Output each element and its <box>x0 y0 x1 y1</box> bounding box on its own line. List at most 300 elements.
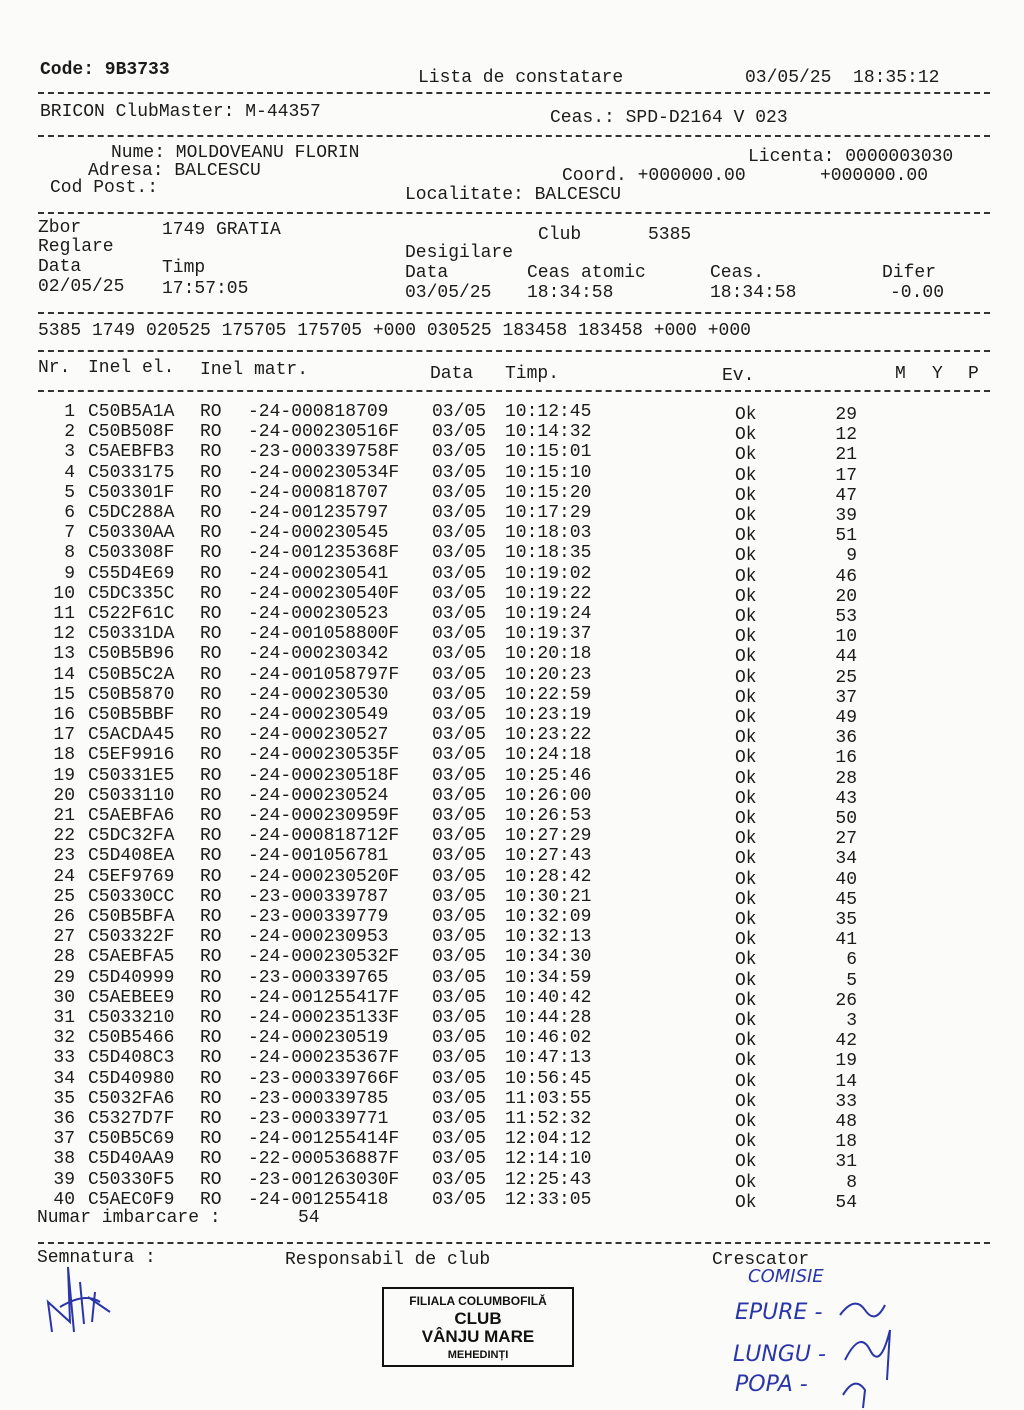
row-data: 03/05 <box>432 1109 487 1129</box>
row-data: 03/05 <box>432 1129 487 1150</box>
row-timp: 10:28:42 <box>505 866 592 887</box>
row-ev: Ok <box>735 849 757 870</box>
row-data: 03/05 <box>432 644 487 665</box>
col-inel-el: Inel el. <box>88 358 175 378</box>
row-timp: 10:20:23 <box>505 664 592 685</box>
row-m: 14 <box>835 1071 857 1092</box>
row-country: RO <box>200 664 222 685</box>
row-country: RO <box>200 563 222 584</box>
row-ev: Ok <box>735 990 757 1011</box>
row-timp: 10:23:22 <box>505 725 592 746</box>
row-inel-el: C5D40AA9 <box>88 1149 175 1170</box>
owner-name: Nume: MOLDOVEANU FLORIN <box>111 143 360 163</box>
row-inel-matr: -24-000230523 <box>248 604 389 624</box>
row-nr: 33 <box>53 1048 75 1069</box>
row-country: RO <box>200 523 222 544</box>
row-country: RO <box>200 1169 222 1190</box>
divider <box>38 135 990 137</box>
table-row <box>0 886 1024 910</box>
handwritten-commission: COMISIE <box>748 1266 824 1287</box>
row-country: RO <box>200 705 222 725</box>
row-inel-el: C5033210 <box>88 1008 175 1028</box>
row-inel-el: C50331E5 <box>88 765 175 786</box>
row-timp: 10:26:53 <box>505 806 592 826</box>
row-ev: Ok <box>735 1071 757 1092</box>
row-nr: 10 <box>53 583 75 604</box>
row-nr: 39 <box>53 1169 75 1190</box>
row-inel-el: C5EF9769 <box>88 866 175 887</box>
row-m: 51 <box>835 526 857 547</box>
row-data: 03/05 <box>432 705 487 725</box>
row-inel-el: C5D408EA <box>88 846 175 867</box>
row-nr: 35 <box>53 1088 75 1109</box>
row-inel-el: C50330CC <box>88 886 175 907</box>
row-ev: Ok <box>735 1192 757 1213</box>
row-ev: Ok <box>735 607 757 627</box>
row-nr: 7 <box>64 523 75 544</box>
divider <box>38 390 990 392</box>
row-timp: 10:22:59 <box>505 684 592 705</box>
row-inel-matr: -24-001056781 <box>248 846 389 867</box>
row-country: RO <box>200 725 222 746</box>
row-inel-matr: -24-001058800F <box>248 624 400 645</box>
row-country: RO <box>200 1028 222 1049</box>
row-timp: 11:03:55 <box>505 1088 592 1109</box>
row-timp: 12:04:12 <box>505 1129 592 1150</box>
row-ev: Ok <box>735 829 757 850</box>
row-inel-el: C50330F5 <box>88 1169 175 1190</box>
row-nr: 22 <box>53 826 75 847</box>
row-country: RO <box>200 947 222 968</box>
row-ev: Ok <box>735 930 757 951</box>
row-timp: 12:25:43 <box>505 1169 592 1190</box>
row-inel-matr: -23-000339771 <box>248 1109 389 1129</box>
coordinates-2: +000000.00 <box>820 166 929 186</box>
row-inel-matr: -24-000230516F <box>248 422 400 443</box>
row-m: 42 <box>835 1031 857 1052</box>
row-nr: 15 <box>53 684 75 705</box>
row-inel-matr: -24-000230530 <box>248 684 389 705</box>
row-ev: Ok <box>735 566 757 587</box>
row-country: RO <box>200 482 222 503</box>
row-m: 6 <box>846 950 857 971</box>
row-timp: 10:19:22 <box>505 583 592 604</box>
row-m: 17 <box>835 465 857 486</box>
row-nr: 28 <box>53 947 75 968</box>
row-inel-el: C5ACDA45 <box>88 725 175 746</box>
row-country: RO <box>200 765 222 786</box>
divider <box>38 1242 990 1244</box>
row-ev: Ok <box>735 970 757 991</box>
clubmaster: BRICON ClubMaster: M-44357 <box>40 102 321 122</box>
row-m: 48 <box>835 1112 857 1132</box>
row-inel-matr: -22-000536887F <box>248 1149 400 1170</box>
table-row <box>0 624 1024 648</box>
clock-id: Ceas.: SPD-D2164 V 023 <box>550 108 788 128</box>
club-label: Club <box>538 225 582 245</box>
row-ev: Ok <box>735 1112 757 1132</box>
table-row <box>0 503 1024 526</box>
row-inel-matr: -23-000339779 <box>248 907 389 927</box>
boarding-count-label: Numar imbarcare : <box>37 1208 221 1228</box>
row-ev: Ok <box>735 526 757 547</box>
row-inel-matr: -24-001255417F <box>248 987 400 1008</box>
row-ev: Ok <box>735 869 757 890</box>
row-nr: 30 <box>53 987 75 1008</box>
row-inel-matr: -23-000339758F <box>248 442 400 463</box>
row-m: 31 <box>835 1152 857 1173</box>
row-inel-el: C50B5BFA <box>88 907 175 927</box>
row-country: RO <box>200 684 222 705</box>
row-data: 03/05 <box>432 1008 487 1028</box>
row-country: RO <box>200 745 222 766</box>
row-timp: 10:26:00 <box>505 785 592 806</box>
row-m: 50 <box>835 809 857 829</box>
row-inel-el: C5AEBFB3 <box>88 442 175 463</box>
table-row <box>0 523 1024 547</box>
row-timp: 10:19:24 <box>505 604 592 624</box>
row-data: 03/05 <box>432 947 487 968</box>
row-inel-el: C5EF9916 <box>88 745 175 766</box>
row-ev: Ok <box>735 1051 757 1072</box>
row-country: RO <box>200 987 222 1008</box>
row-inel-el: C5D408C3 <box>88 1048 175 1069</box>
row-m: 33 <box>835 1091 857 1112</box>
row-inel-matr: -24-000230535F <box>248 745 400 766</box>
row-m: 20 <box>835 586 857 607</box>
row-timp: 10:15:10 <box>505 462 592 483</box>
row-m: 9 <box>846 546 857 567</box>
stamp-line: FILIALA COLUMBOFILĂ <box>409 1294 547 1308</box>
row-inel-el: C5327D7F <box>88 1109 175 1129</box>
club-stamp <box>382 1287 574 1367</box>
setting-label: Reglare <box>38 237 114 257</box>
unsealing-date: 03/05/25 <box>405 283 492 303</box>
row-inel-matr: -23-000339785 <box>248 1088 389 1109</box>
table-row <box>0 583 1024 607</box>
row-inel-matr: -23-000339766F <box>248 1068 400 1089</box>
divider <box>38 212 990 214</box>
row-m: 53 <box>835 607 857 627</box>
row-m: 5 <box>846 970 857 991</box>
row-inel-matr: -24-000230519 <box>248 1028 389 1049</box>
row-inel-matr: -24-000230540F <box>248 583 400 604</box>
col-y: Y <box>932 364 943 384</box>
row-data: 03/05 <box>432 503 487 523</box>
row-nr: 27 <box>53 927 75 948</box>
row-m: 47 <box>835 485 857 506</box>
row-nr: 9 <box>64 563 75 584</box>
row-data: 03/05 <box>432 846 487 867</box>
row-inel-el: C50331DA <box>88 624 175 645</box>
row-inel-matr: -23-000339765 <box>248 967 389 988</box>
row-inel-matr: -24-000230524 <box>248 785 389 806</box>
row-m: 10 <box>835 627 857 648</box>
row-country: RO <box>200 886 222 907</box>
row-nr: 4 <box>64 462 75 483</box>
row-data: 03/05 <box>432 402 487 422</box>
row-m: 12 <box>835 425 857 446</box>
row-inel-el: C50B5A1A <box>88 402 175 422</box>
row-m: 43 <box>835 788 857 809</box>
row-inel-matr: -24-000230549 <box>248 705 389 725</box>
row-inel-el: C5AEBFA5 <box>88 947 175 968</box>
row-inel-matr: -24-001235368F <box>248 543 400 564</box>
row-inel-el: C50B5BBF <box>88 705 175 725</box>
divider <box>38 92 990 94</box>
row-country: RO <box>200 462 222 483</box>
row-inel-matr: -24-000230541 <box>248 563 389 584</box>
row-nr: 29 <box>53 967 75 988</box>
row-ev: Ok <box>735 728 757 749</box>
row-ev: Ok <box>735 1011 757 1031</box>
row-inel-matr: -24-000235367F <box>248 1048 400 1069</box>
row-inel-el: C503322F <box>88 927 175 948</box>
row-data: 03/05 <box>432 1169 487 1190</box>
row-inel-matr: -24-000230545 <box>248 523 389 544</box>
table-row <box>0 1109 1024 1132</box>
table-row <box>0 1149 1024 1173</box>
handwritten-name: LUNGU - <box>733 1342 826 1367</box>
row-timp: 10:18:03 <box>505 523 592 544</box>
row-timp: 10:34:30 <box>505 947 592 968</box>
row-timp: 10:32:13 <box>505 927 592 948</box>
row-timp: 10:19:37 <box>505 624 592 645</box>
row-data: 03/05 <box>432 745 487 766</box>
table-row <box>0 907 1024 930</box>
row-nr: 17 <box>53 725 75 746</box>
locality: Localitate: BALCESCU <box>405 185 622 205</box>
row-inel-el: C5D40980 <box>88 1068 175 1089</box>
row-timp: 10:25:46 <box>505 765 592 786</box>
row-inel-el: C55D4E69 <box>88 563 175 584</box>
table-row <box>0 1008 1024 1031</box>
row-m: 29 <box>835 405 857 425</box>
row-timp: 10:27:29 <box>505 826 592 847</box>
col-nr: Nr. <box>38 358 71 378</box>
row-nr: 34 <box>53 1068 75 1089</box>
row-ev: Ok <box>735 465 757 486</box>
row-inel-matr: -24-001255418 <box>248 1189 389 1210</box>
row-inel-matr: -24-000230953 <box>248 927 389 948</box>
row-ev: Ok <box>735 546 757 567</box>
row-inel-el: C50330AA <box>88 523 175 544</box>
table-row <box>0 604 1024 627</box>
row-data: 03/05 <box>432 462 487 483</box>
code-line: 5385 1749 020525 175705 175705 +000 030525 183458 183458 +000 +000 <box>38 321 751 341</box>
table-row <box>0 826 1024 850</box>
row-nr: 2 <box>64 422 75 443</box>
setting-date: 02/05/25 <box>38 277 125 297</box>
table-row <box>0 987 1024 1011</box>
table-row <box>0 1068 1024 1092</box>
row-inel-matr: -24-000818712F <box>248 826 400 847</box>
row-country: RO <box>200 866 222 887</box>
row-timp: 10:34:59 <box>505 967 592 988</box>
row-country: RO <box>200 907 222 927</box>
row-country: RO <box>200 583 222 604</box>
row-data: 03/05 <box>432 664 487 685</box>
flight-label: Zbor <box>38 218 82 238</box>
row-m: 36 <box>835 728 857 749</box>
row-data: 03/05 <box>432 604 487 624</box>
report-title: Lista de constatare <box>418 68 624 88</box>
row-ev: Ok <box>735 768 757 789</box>
table-row <box>0 927 1024 951</box>
row-inel-matr: -24-000230342 <box>248 644 389 665</box>
row-data: 03/05 <box>432 785 487 806</box>
row-m: 3 <box>846 1011 857 1031</box>
col-timp: Timp. <box>505 364 560 384</box>
col-p: P <box>968 364 979 384</box>
row-timp: 10:18:35 <box>505 543 592 564</box>
row-data: 03/05 <box>432 543 487 564</box>
row-inel-matr: -23-001263030F <box>248 1169 400 1190</box>
row-inel-matr: -24-000230532F <box>248 947 400 968</box>
table-row <box>0 806 1024 829</box>
row-ev: Ok <box>735 506 757 526</box>
row-country: RO <box>200 785 222 806</box>
col-data: Data <box>430 364 474 384</box>
row-ev: Ok <box>735 910 757 930</box>
signature-icon <box>40 1262 120 1342</box>
row-data: 03/05 <box>432 684 487 705</box>
row-m: 41 <box>835 930 857 951</box>
row-country: RO <box>200 543 222 564</box>
table-row <box>0 967 1024 991</box>
row-inel-el: C5032FA6 <box>88 1088 175 1109</box>
coordinates: Coord. +000000.00 <box>562 166 746 186</box>
row-data: 03/05 <box>432 886 487 907</box>
stamp-line: MEHEDINȚI <box>447 1349 509 1361</box>
row-nr: 40 <box>53 1189 75 1210</box>
row-timp: 10:24:18 <box>505 745 592 766</box>
table-row <box>0 1129 1024 1153</box>
col-m: M <box>895 364 906 384</box>
row-inel-el: C503308F <box>88 543 175 564</box>
row-ev: Ok <box>735 1152 757 1173</box>
row-country: RO <box>200 846 222 867</box>
row-inel-el: C5AEBFA6 <box>88 806 175 826</box>
row-m: 37 <box>835 687 857 708</box>
row-nr: 36 <box>53 1109 75 1129</box>
row-inel-el: C522F61C <box>88 604 175 624</box>
row-ev: Ok <box>735 586 757 607</box>
club-value: 5385 <box>648 225 692 245</box>
club-responsible-label: Responsabil de club <box>285 1250 491 1270</box>
row-m: 16 <box>835 748 857 769</box>
table-row <box>0 1048 1024 1072</box>
row-m: 39 <box>835 506 857 526</box>
row-country: RO <box>200 422 222 443</box>
row-country: RO <box>200 442 222 463</box>
row-nr: 26 <box>53 907 75 927</box>
table-row <box>0 1088 1024 1112</box>
unsealing-label: Desigilare <box>405 243 514 263</box>
row-nr: 23 <box>53 846 75 867</box>
row-ev: Ok <box>735 889 757 910</box>
row-ev: Ok <box>735 708 757 728</box>
row-m: 18 <box>835 1132 857 1153</box>
report-datetime: 03/05/25 18:35:12 <box>745 68 940 88</box>
row-inel-matr: -24-000818709 <box>248 402 389 422</box>
table-row <box>0 866 1024 890</box>
row-timp: 10:44:28 <box>505 1008 592 1028</box>
row-m: 44 <box>835 647 857 668</box>
row-ev: Ok <box>735 748 757 769</box>
row-data: 03/05 <box>432 866 487 887</box>
row-m: 27 <box>835 829 857 850</box>
row-m: 45 <box>835 889 857 910</box>
row-data: 03/05 <box>432 826 487 847</box>
row-nr: 21 <box>53 806 75 826</box>
row-data: 03/05 <box>432 927 487 948</box>
row-ev: Ok <box>735 1031 757 1052</box>
row-nr: 31 <box>53 1008 75 1028</box>
row-timp: 10:23:19 <box>505 705 592 725</box>
row-m: 8 <box>846 1172 857 1193</box>
row-ev: Ok <box>735 1091 757 1112</box>
row-inel-matr: -24-000230959F <box>248 806 400 826</box>
col-ev: Ev. <box>722 366 755 386</box>
row-inel-matr: -24-000235133F <box>248 1008 400 1028</box>
row-nr: 14 <box>53 664 75 685</box>
row-nr: 1 <box>64 402 75 422</box>
row-timp: 10:46:02 <box>505 1028 592 1049</box>
table-row <box>0 543 1024 567</box>
stamp-line: CLUB <box>454 1309 502 1328</box>
row-ev: Ok <box>735 809 757 829</box>
table-row <box>0 402 1024 425</box>
row-m: 40 <box>835 869 857 890</box>
row-ev: Ok <box>735 950 757 971</box>
row-ev: Ok <box>735 445 757 466</box>
row-inel-matr: -24-000230534F <box>248 462 400 483</box>
row-country: RO <box>200 503 222 523</box>
clock-time: 18:34:58 <box>710 283 797 303</box>
row-inel-el: C5DC288A <box>88 503 175 523</box>
table-row <box>0 745 1024 769</box>
row-inel-el: C503301F <box>88 482 175 503</box>
row-nr: 11 <box>53 604 75 624</box>
row-country: RO <box>200 402 222 422</box>
flight-value: 1749 GRATIA <box>162 220 281 240</box>
row-nr: 16 <box>53 705 75 725</box>
row-inel-el: C5DC335C <box>88 583 175 604</box>
row-m: 26 <box>835 990 857 1011</box>
row-nr: 6 <box>64 503 75 523</box>
row-timp: 10:14:32 <box>505 422 592 443</box>
row-data: 03/05 <box>432 583 487 604</box>
row-country: RO <box>200 1149 222 1170</box>
divider <box>38 312 990 314</box>
table-row <box>0 563 1024 587</box>
row-nr: 12 <box>53 624 75 645</box>
row-nr: 25 <box>53 886 75 907</box>
divider <box>38 350 990 352</box>
table-row <box>0 765 1024 789</box>
row-ev: Ok <box>735 667 757 688</box>
table-row <box>0 846 1024 870</box>
row-data: 03/05 <box>432 806 487 826</box>
row-country: RO <box>200 624 222 645</box>
table-row <box>0 482 1024 506</box>
row-data: 03/05 <box>432 725 487 746</box>
handwritten-name: EPURE - <box>735 1300 823 1325</box>
row-country: RO <box>200 1129 222 1150</box>
commission-signatures-icon <box>835 1290 905 1410</box>
table-row <box>0 725 1024 749</box>
